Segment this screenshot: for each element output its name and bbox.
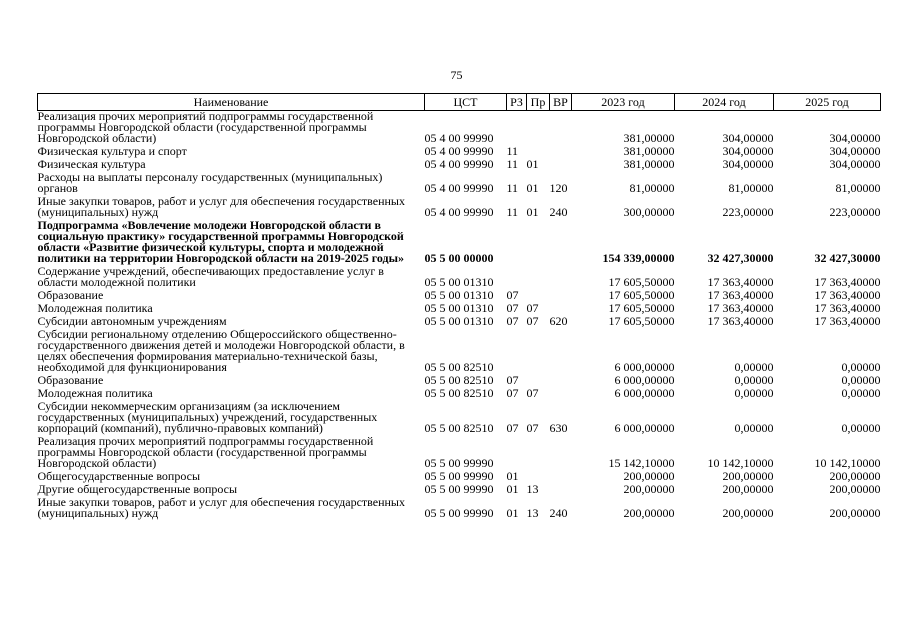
row-amount-2025: 0,00000: [841, 421, 881, 435]
row-pr-code: [527, 266, 550, 290]
row-pr-code: 13: [526, 506, 539, 520]
row-rz-code: 11: [506, 205, 519, 219]
row-amount-2025: 81,00000: [835, 181, 881, 195]
row-cst-code: 05 4 00 99990: [424, 205, 494, 219]
row-name: Субсидии некоммерческим организациям (за исключением государственных (муниципальных) учреждений, государственных корпораций (компаний), публично-правовых компаний): [37, 399, 378, 435]
table-row: [38, 111, 881, 147]
row-rz-code: [507, 111, 527, 147]
row-amount-2025: 0,00000: [841, 360, 881, 374]
row-cst-code: 05 5 00 99990: [424, 456, 494, 470]
row-rz-code: [507, 220, 527, 266]
row-amount-2025: 304,00000: [829, 157, 881, 171]
row-cst-code: 05 5 00 82510: [424, 360, 494, 374]
row-amount-2024: 81,00000: [728, 181, 774, 195]
row-vr-code: 240: [549, 506, 568, 520]
row-pr-code: 13: [526, 482, 539, 496]
row-cst-code: 05 5 00 01310: [424, 275, 494, 289]
table-row: [38, 220, 881, 266]
row-rz-code: 07: [506, 301, 519, 315]
col-header-2023: 2023 год: [572, 94, 675, 111]
row-cst-code: 05 5 00 99990: [424, 469, 494, 483]
row-rz-code: 01: [506, 469, 519, 483]
row-amount-2023: 6 000,00000: [614, 386, 675, 400]
row-name: Реализация прочих мероприятий подпрограммы государственной программы Новгородской области (государственной программы Новгородской области): [37, 109, 374, 145]
row-amount-2025: 200,00000: [829, 506, 881, 520]
col-header-name: Наименование: [38, 94, 425, 111]
row-cst-code: 05 5 00 01310: [424, 314, 494, 328]
row-name: Молодежная политика: [37, 301, 153, 315]
row-amount-2023: 200,00000: [623, 506, 675, 520]
row-pr-code: [527, 436, 550, 471]
row-vr-code: [550, 111, 572, 147]
row-amount-2025: 17 363,40000: [814, 288, 881, 302]
row-name: Физическая культура: [37, 157, 146, 171]
row-vr-code: 630: [549, 421, 568, 435]
row-cst-code: 05 4 00 99990: [424, 131, 494, 145]
row-name: Физическая культура и спорт: [37, 144, 187, 158]
row-amount-2023: 381,00000: [623, 144, 675, 158]
row-vr-code: [550, 266, 572, 290]
row-name: Расходы на выплаты персоналу государственных (муниципальных) органов: [37, 170, 383, 195]
row-name: Иные закупки товаров, работ и услуг для обеспечения государственных (муниципальных) нужд: [37, 194, 405, 219]
row-pr-code: 07: [526, 421, 539, 435]
row-vr-code: [550, 471, 572, 484]
row-amount-2025: 0,00000: [841, 373, 881, 387]
row-vr-code: [550, 290, 572, 303]
row-amount-2024: 0,00000: [734, 421, 774, 435]
row-rz-code: 07: [506, 314, 519, 328]
table-row: [38, 266, 881, 290]
row-amount-2024: 17 363,40000: [707, 301, 774, 315]
row-cst-code: 05 4 00 99990: [424, 157, 494, 171]
row-rz-code: 11: [506, 181, 519, 195]
row-vr-code: [550, 436, 572, 471]
row-rz-code: 07: [506, 386, 519, 400]
row-amount-2023: 6 000,00000: [614, 360, 675, 374]
row-rz-code: 07: [506, 288, 519, 302]
row-amount-2023: 154 339,00000: [602, 251, 675, 265]
row-amount-2023: 17 605,50000: [608, 288, 675, 302]
row-name: Реализация прочих мероприятий подпрограммы государственной программы Новгородской области (государственной программы Новгородской области): [37, 434, 374, 470]
page-number: 75: [450, 68, 463, 82]
row-name: Подпрограмма «Вовлечение молодежи Новгородской области в социальную практику» государственной программы Новгородской области «Развитие физической культуры, спорта и молодежной политики на территории Новгородской области на 2019-2025 годы»: [37, 218, 404, 265]
row-rz-code: 07: [506, 421, 519, 435]
row-cst-code: 05 5 00 99990: [424, 482, 494, 496]
row-rz-code: [507, 329, 527, 375]
row-pr-code: [527, 329, 550, 375]
row-vr-code: [550, 159, 572, 172]
row-vr-code: [550, 329, 572, 375]
row-rz-code: 11: [506, 157, 519, 171]
row-amount-2024: 17 363,40000: [707, 275, 774, 289]
row-amount-2023: 17 605,50000: [608, 314, 675, 328]
row-amount-2024: 304,00000: [722, 157, 774, 171]
row-amount-2025: 200,00000: [829, 482, 881, 496]
row-cst-code: 05 5 00 01310: [424, 288, 494, 302]
row-vr-code: [550, 146, 572, 159]
row-pr-code: 01: [526, 157, 539, 171]
row-pr-code: 01: [526, 205, 539, 219]
row-name: Иные закупки товаров, работ и услуг для обеспечения государственных (муниципальных) нужд: [37, 495, 405, 520]
row-name: Образование: [37, 373, 104, 387]
row-amount-2025: 304,00000: [829, 131, 881, 145]
row-pr-code: 07: [526, 386, 539, 400]
row-rz-code: 01: [506, 482, 519, 496]
row-name: Образование: [37, 288, 104, 302]
row-vr-code: [550, 388, 572, 401]
row-amount-2024: 0,00000: [734, 360, 774, 374]
row-pr-code: [527, 220, 550, 266]
row-cst-code: 05 4 00 99990: [424, 181, 494, 195]
row-amount-2023: 17 605,50000: [608, 301, 675, 315]
row-cst-code: 05 5 00 00000: [424, 251, 494, 265]
row-amount-2024: 223,00000: [722, 205, 774, 219]
row-cst-code: 05 5 00 82510: [424, 386, 494, 400]
col-header-2024: 2024 год: [675, 94, 774, 111]
row-cst-code: 05 5 00 82510: [424, 421, 494, 435]
row-pr-code: 07: [526, 314, 539, 328]
row-amount-2025: 304,00000: [829, 144, 881, 158]
row-pr-code: 01: [526, 181, 539, 195]
row-amount-2025: 17 363,40000: [814, 301, 881, 315]
table-row: [38, 436, 881, 471]
col-header-cst: ЦСТ: [425, 94, 507, 111]
row-rz-code: [507, 266, 527, 290]
table-row: [38, 172, 881, 196]
row-vr-code: 120: [549, 181, 568, 195]
row-amount-2024: 17 363,40000: [707, 314, 774, 328]
table-header-row: [38, 94, 881, 111]
row-amount-2024: 200,00000: [722, 506, 774, 520]
row-amount-2025: 32 427,30000: [814, 251, 881, 265]
col-header-rz: РЗ: [507, 94, 527, 111]
row-amount-2023: 200,00000: [623, 482, 675, 496]
row-rz-code: 07: [506, 373, 519, 387]
table-row: [38, 401, 881, 436]
budget-table: [37, 93, 881, 521]
row-cst-code: 05 5 00 82510: [424, 373, 494, 387]
row-amount-2023: 17 605,50000: [608, 275, 675, 289]
row-vr-code: [550, 484, 572, 497]
row-amount-2024: 0,00000: [734, 373, 774, 387]
row-vr-code: [550, 375, 572, 388]
row-amount-2024: 304,00000: [722, 144, 774, 158]
row-amount-2024: 200,00000: [722, 469, 774, 483]
col-header-vr: ВР: [550, 94, 572, 111]
row-rz-code: [507, 436, 527, 471]
row-amount-2023: 381,00000: [623, 131, 675, 145]
table-row: [38, 329, 881, 375]
row-amount-2025: 17 363,40000: [814, 314, 881, 328]
row-pr-code: [527, 111, 550, 147]
row-amount-2024: 17 363,40000: [707, 288, 774, 302]
row-vr-code: 620: [549, 314, 568, 328]
col-header-2025: 2025 год: [774, 94, 881, 111]
row-vr-code: 240: [549, 205, 568, 219]
row-amount-2023: 6 000,00000: [614, 421, 675, 435]
row-amount-2024: 200,00000: [722, 482, 774, 496]
table-row: [38, 196, 881, 220]
row-name: Другие общегосударственные вопросы: [37, 482, 238, 496]
row-name: Субсидии автономным учреждениям: [37, 314, 227, 328]
row-amount-2025: 223,00000: [829, 205, 881, 219]
row-cst-code: 05 5 00 99990: [424, 506, 494, 520]
row-amount-2025: 0,00000: [841, 386, 881, 400]
row-amount-2023: 200,00000: [623, 469, 675, 483]
row-name: Содержание учреждений, обеспечивающих предоставление услуг в области молодежной политики: [37, 264, 384, 289]
row-amount-2023: 300,00000: [623, 205, 675, 219]
table-body: [38, 111, 881, 522]
row-name: Молодежная политика: [37, 386, 153, 400]
row-amount-2025: 17 363,40000: [814, 275, 881, 289]
row-amount-2025: 200,00000: [829, 469, 881, 483]
row-amount-2024: 32 427,30000: [707, 251, 774, 265]
row-amount-2023: 6 000,00000: [614, 373, 675, 387]
row-vr-code: [550, 220, 572, 266]
col-header-pr: Пр: [527, 94, 550, 111]
row-name: Общегосударственные вопросы: [37, 469, 201, 483]
row-name: Субсидии региональному отделению Общероссийского общественно-государственного движения детей и молодежи Новгородской области, в целях обеспечения формирования материально-технической базы, необходимой для функционирования: [37, 327, 405, 374]
row-rz-code: 01: [506, 506, 519, 520]
row-amount-2024: 10 142,10000: [707, 456, 774, 470]
table-row: [38, 497, 881, 521]
row-amount-2024: 304,00000: [722, 131, 774, 145]
row-amount-2024: 0,00000: [734, 386, 774, 400]
row-rz-code: 11: [506, 144, 519, 158]
row-cst-code: 05 5 00 01310: [424, 301, 494, 315]
row-cst-code: 05 4 00 99990: [424, 144, 494, 158]
row-amount-2025: 10 142,10000: [814, 456, 881, 470]
row-pr-code: 07: [526, 301, 539, 315]
row-amount-2023: 381,00000: [623, 157, 675, 171]
row-amount-2023: 15 142,10000: [608, 456, 675, 470]
row-amount-2023: 81,00000: [629, 181, 675, 195]
